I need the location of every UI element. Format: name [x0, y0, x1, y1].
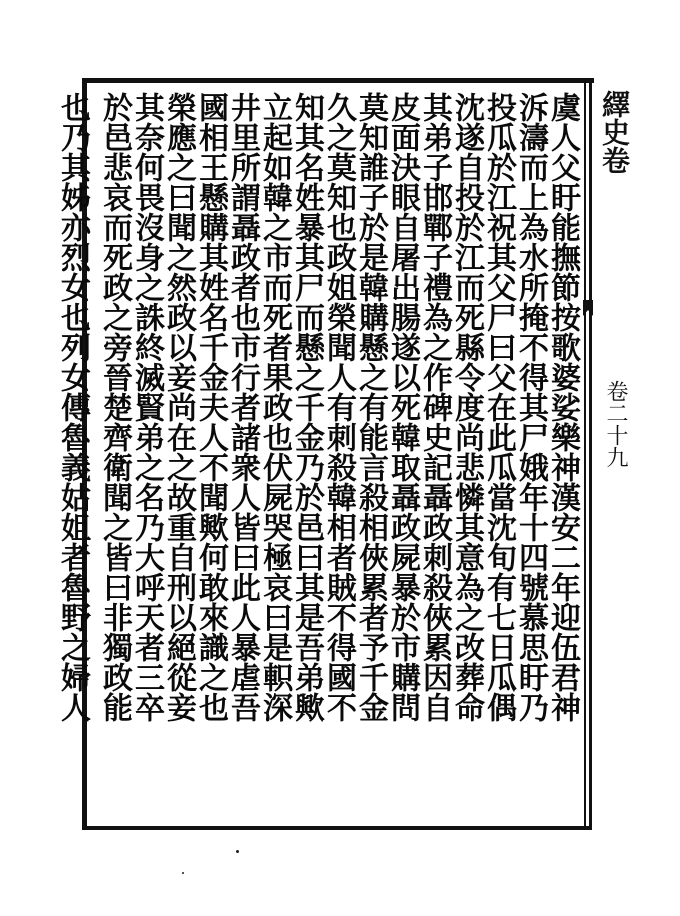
- text-column-7: 莫知誰子於是韓購懸之有能言殺相俠累者予千金: [353, 92, 388, 722]
- text-column-2: 泝濤而上為水所掩不得其尸娥年十四號慕思盱乃: [513, 92, 548, 722]
- margin-volume-label: 卷二十九: [603, 380, 628, 468]
- frame-bottom-border: [82, 826, 592, 830]
- text-column-3: 投瓜於江祝其父尸曰父在此瓜當沈旬有七日瓜偶: [481, 92, 516, 722]
- text-column-13: 榮應之曰聞之然政以妾尚在之故重自刑以絕從妾: [161, 92, 196, 722]
- text-column-6: 皮面決眼自屠出腸遂以死韓取聶政屍暴於市購問: [385, 92, 420, 722]
- ink-speck: [182, 872, 184, 874]
- text-column-4: 沈遂自投於江而死縣令度尚悲憐其意為之改葬命: [449, 92, 484, 722]
- margin-book-title: 繹史卷: [598, 90, 631, 174]
- text-column-1: 虞人父盱能撫節按歌婆娑樂神漢安二年迎伍君神: [545, 92, 580, 722]
- fishtail-mark-icon: [583, 300, 593, 316]
- text-column-9: 知其名姓暴其尸而懸之千金乃於邑曰其是吾弟歟: [289, 92, 324, 722]
- text-column-12: 國相王懸購其姓名千金夫人不聞歟何敢來識之也: [193, 92, 228, 722]
- frame-top-border: [82, 78, 594, 83]
- text-column-16: 也乃其姊亦烈女也列女傳魯義姑姐者魯野之婦人: [55, 92, 90, 722]
- ink-speck: [236, 850, 239, 853]
- frame-right-inner-border: [584, 78, 586, 830]
- text-column-11: 井里所謂聶政者也市行者諸衆人皆曰此人暴虐吾: [225, 92, 260, 722]
- frame-right-outer-border: [589, 78, 592, 830]
- text-column-8: 久之莫知也政姐榮聞人有刺殺韓相者賊不得國不: [321, 92, 356, 722]
- text-column-10: 立起如韓之市而死者果政也伏屍哭極哀曰是軹深: [257, 92, 292, 722]
- text-column-14: 其奈何畏沒身之誅終滅賢弟之名乃大呼天者三卒: [129, 92, 164, 722]
- text-column-5: 其弟子邯鄲子禮為之作碑史記聶政刺殺俠累因自: [417, 92, 452, 722]
- text-column-15: 於邑悲哀而死政之旁晉楚齊衛聞之皆曰非獨政能: [97, 92, 132, 722]
